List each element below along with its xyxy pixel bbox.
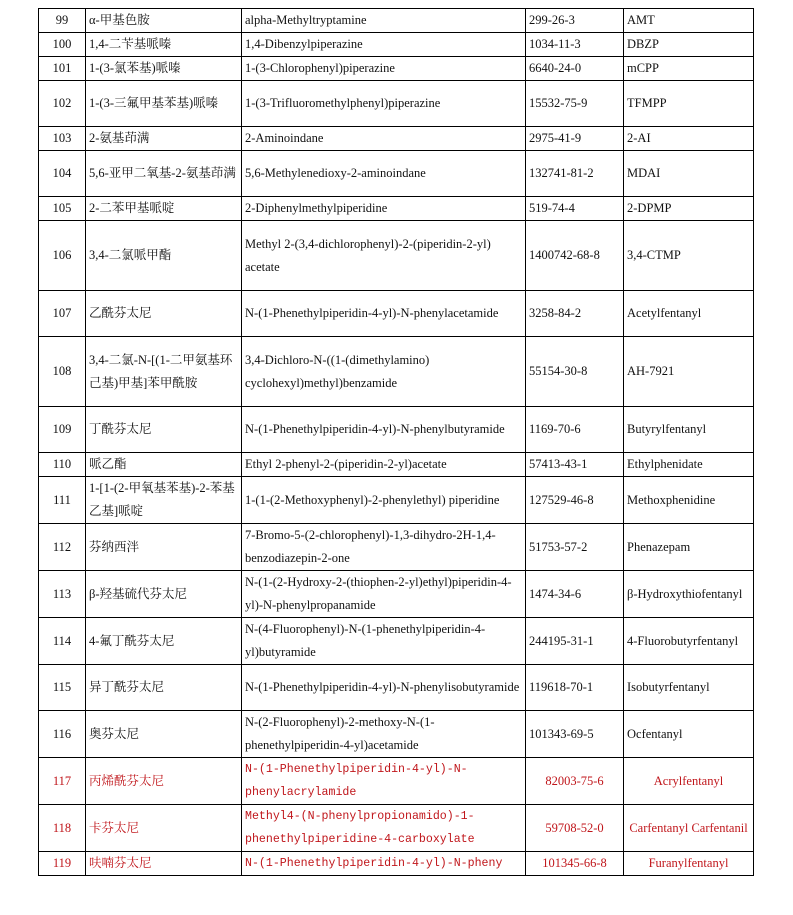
english-name-cell: alpha-Methyltryptamine [242,9,526,33]
english-name-cell: 1,4-Dibenzylpiperazine [242,33,526,57]
table-row [39,81,754,127]
table-row [39,758,754,805]
abbreviation-cell: Ethylphenidate [624,453,754,477]
substance-table [38,8,754,876]
chinese-name-cell: 3,4-二氯-N-[(1-二甲氨基环己基)甲基]苯甲酰胺 [86,337,242,407]
cas-number-cell: 519-74-4 [526,197,624,221]
abbreviation-cell: 4-Fluorobutyrfentanyl [624,618,754,665]
english-name-cell: N-(1-Phenethylpiperidin-4-yl)-N-phenylbutyramide [242,407,526,453]
row-number-cell: 115 [39,665,86,711]
cas-number-cell: 1474-34-6 [526,571,624,618]
cas-number-cell: 59708-52-0 [526,805,624,852]
cas-number-cell: 132741-81-2 [526,151,624,197]
abbreviation-cell: Phenazepam [624,524,754,571]
row-number-cell: 106 [39,221,86,291]
row-number-cell: 103 [39,127,86,151]
chinese-name-cell: 哌乙酯 [86,453,242,477]
table-row [39,337,754,407]
cas-number-cell: 3258-84-2 [526,291,624,337]
chinese-name-cell: 乙酰芬太尼 [86,291,242,337]
table-row [39,197,754,221]
cas-number-cell: 6640-24-0 [526,57,624,81]
table-row [39,221,754,291]
abbreviation-cell: AH-7921 [624,337,754,407]
english-name-cell: N-(1-(2-Hydroxy-2-(thiophen-2-yl)ethyl)piperidin-4-yl)-N-phenylpropanamide [242,571,526,618]
cas-number-cell: 127529-46-8 [526,477,624,524]
chinese-name-cell: 3,4-二氯哌甲酯 [86,221,242,291]
table-row [39,57,754,81]
english-name-cell: 3,4-Dichloro-N-((1-(dimethylamino) cyclohexyl)methyl)benzamide [242,337,526,407]
row-number-cell: 110 [39,453,86,477]
row-number-cell: 107 [39,291,86,337]
table-row [39,127,754,151]
chinese-name-cell: 奥芬太尼 [86,711,242,758]
abbreviation-cell: TFMPP [624,81,754,127]
chinese-name-cell: 1-(3-三氟甲基苯基)哌嗪 [86,81,242,127]
cas-number-cell: 55154-30-8 [526,337,624,407]
table-row [39,524,754,571]
abbreviation-cell: MDAI [624,151,754,197]
abbreviation-cell: Ocfentanyl [624,711,754,758]
abbreviation-cell: Acrylfentanyl [624,758,754,805]
cas-number-cell: 57413-43-1 [526,453,624,477]
english-name-cell: Methyl 2-(3,4-dichlorophenyl)-2-(piperidin-2-yl) acetate [242,221,526,291]
abbreviation-cell: Carfentanyl Carfentanil [624,805,754,852]
chinese-name-cell: 卡芬太尼 [86,805,242,852]
cas-number-cell: 119618-70-1 [526,665,624,711]
abbreviation-cell: AMT [624,9,754,33]
table-row [39,407,754,453]
english-name-cell: 2-Aminoindane [242,127,526,151]
english-name-cell: N-(4-Fluorophenyl)-N-(1-phenethylpiperidin-4-yl)butyramide [242,618,526,665]
row-number-cell: 99 [39,9,86,33]
abbreviation-cell: Butyrylfentanyl [624,407,754,453]
chinese-name-cell: 1,4-二苄基哌嗪 [86,33,242,57]
chinese-name-cell: 呋喃芬太尼 [86,852,242,876]
abbreviation-cell: 3,4-CTMP [624,221,754,291]
english-name-cell: N-(1-Phenethylpiperidin-4-yl)-N-phenylacrylamide [242,758,526,805]
table-row [39,9,754,33]
chinese-name-cell: 4-氟丁酰芬太尼 [86,618,242,665]
cas-number-cell: 1034-11-3 [526,33,624,57]
row-number-cell: 117 [39,758,86,805]
row-number-cell: 104 [39,151,86,197]
cas-number-cell: 1400742-68-8 [526,221,624,291]
chinese-name-cell: 丙烯酰芬太尼 [86,758,242,805]
table-row [39,805,754,852]
cas-number-cell: 15532-75-9 [526,81,624,127]
row-number-cell: 116 [39,711,86,758]
english-name-cell: Ethyl 2-phenyl-2-(piperidin-2-yl)acetate [242,453,526,477]
english-name-cell: N-(1-Phenethylpiperidin-4-yl)-N-phenylacetamide [242,291,526,337]
table-body [39,9,754,876]
abbreviation-cell: Methoxphenidine [624,477,754,524]
row-number-cell: 112 [39,524,86,571]
row-number-cell: 114 [39,618,86,665]
table-row [39,665,754,711]
english-name-cell: 1-(3-Chlorophenyl)piperazine [242,57,526,81]
abbreviation-cell: Isobutyrfentanyl [624,665,754,711]
english-name-cell: N-(1-Phenethylpiperidin-4-yl)-N-pheny [242,852,526,876]
cas-number-cell: 1169-70-6 [526,407,624,453]
row-number-cell: 100 [39,33,86,57]
table-row [39,618,754,665]
chinese-name-cell: 5,6-亚甲二氧基-2-氨基茚满 [86,151,242,197]
table-row [39,477,754,524]
abbreviation-cell: DBZP [624,33,754,57]
cas-number-cell: 101343-69-5 [526,711,624,758]
chinese-name-cell: β-羟基硫代芬太尼 [86,571,242,618]
chinese-name-cell: 1-[1-(2-甲氧基苯基)-2-苯基乙基]哌啶 [86,477,242,524]
table-row [39,852,754,876]
english-name-cell: N-(1-Phenethylpiperidin-4-yl)-N-phenylisobutyramide [242,665,526,711]
english-name-cell: 2-Diphenylmethylpiperidine [242,197,526,221]
table-row [39,711,754,758]
english-name-cell: 1-(3-Trifluoromethylphenyl)piperazine [242,81,526,127]
english-name-cell: 5,6-Methylenedioxy-2-aminoindane [242,151,526,197]
row-number-cell: 109 [39,407,86,453]
row-number-cell: 111 [39,477,86,524]
abbreviation-cell: 2-AI [624,127,754,151]
row-number-cell: 102 [39,81,86,127]
row-number-cell: 119 [39,852,86,876]
abbreviation-cell: Furanylfentanyl [624,852,754,876]
abbreviation-cell: mCPP [624,57,754,81]
chinese-name-cell: 1-(3-氯苯基)哌嗪 [86,57,242,81]
row-number-cell: 105 [39,197,86,221]
english-name-cell: N-(2-Fluorophenyl)-2-methoxy-N-(1-phenethylpiperidin-4-yl)acetamide [242,711,526,758]
abbreviation-cell: 2-DPMP [624,197,754,221]
cas-number-cell: 2975-41-9 [526,127,624,151]
table-row [39,291,754,337]
table-row [39,453,754,477]
cas-number-cell: 299-26-3 [526,9,624,33]
english-name-cell: 1-(1-(2-Methoxyphenyl)-2-phenylethyl) piperidine [242,477,526,524]
english-name-cell: 7-Bromo-5-(2-chlorophenyl)-1,3-dihydro-2H-1,4-benzodiazepin-2-one [242,524,526,571]
row-number-cell: 108 [39,337,86,407]
cas-number-cell: 82003-75-6 [526,758,624,805]
chinese-name-cell: α-甲基色胺 [86,9,242,33]
chinese-name-cell: 2-二苯甲基哌啶 [86,197,242,221]
chinese-name-cell: 芬纳西泮 [86,524,242,571]
row-number-cell: 101 [39,57,86,81]
table-row [39,33,754,57]
table-row [39,571,754,618]
cas-number-cell: 51753-57-2 [526,524,624,571]
cas-number-cell: 101345-66-8 [526,852,624,876]
english-name-cell: Methyl4-(N-phenylpropionamido)-1-phenethylpiperidine-4-carboxylate [242,805,526,852]
row-number-cell: 113 [39,571,86,618]
chinese-name-cell: 2-氨基茚满 [86,127,242,151]
cas-number-cell: 244195-31-1 [526,618,624,665]
chinese-name-cell: 丁酰芬太尼 [86,407,242,453]
table-row [39,151,754,197]
abbreviation-cell: Acetylfentanyl [624,291,754,337]
abbreviation-cell: β-Hydroxythiofentanyl [624,571,754,618]
chinese-name-cell: 异丁酰芬太尼 [86,665,242,711]
row-number-cell: 118 [39,805,86,852]
